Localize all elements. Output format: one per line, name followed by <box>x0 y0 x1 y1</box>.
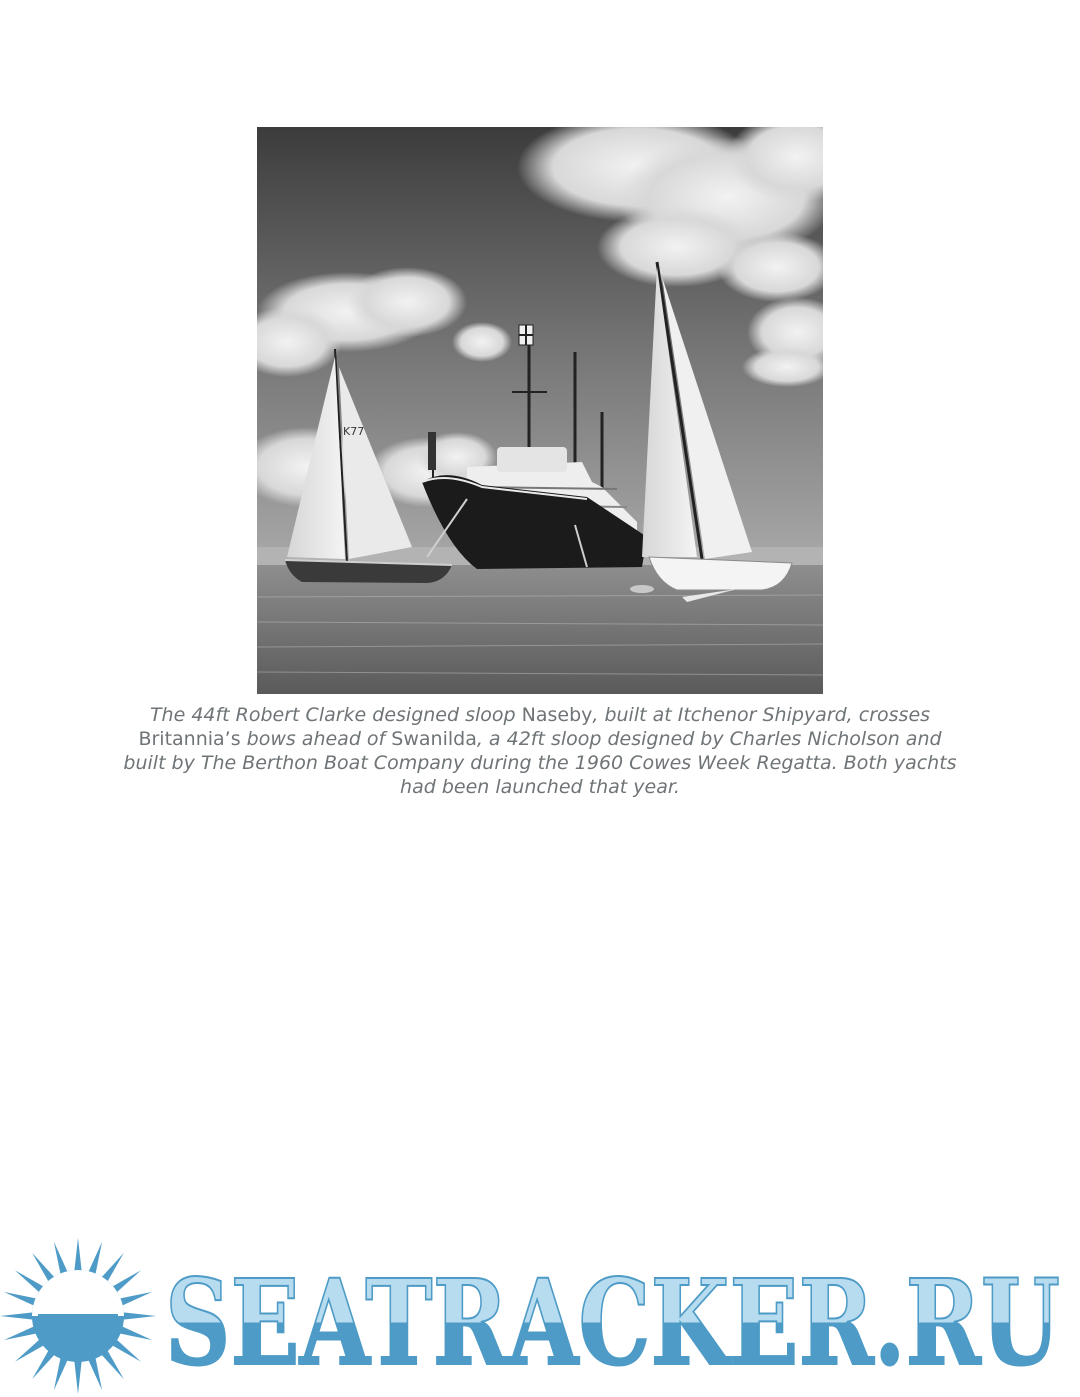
sun-ray <box>88 1357 102 1391</box>
sun-icon <box>0 1238 156 1394</box>
sun-ray <box>0 1312 34 1320</box>
sun-ray <box>122 1312 156 1320</box>
sun-ray <box>54 1242 68 1276</box>
sun-ray <box>4 1292 38 1306</box>
caption-text: bows ahead of <box>240 728 392 750</box>
sail-number: K77 <box>343 425 365 438</box>
sun-ray <box>54 1357 68 1391</box>
caption-yacht-name: Swanilda <box>391 728 477 750</box>
sun-ray <box>74 1238 82 1272</box>
caption-yacht-name: Naseby <box>521 704 593 726</box>
caption-text: , a 42ft sloop designed by Charles Nicholson and built by The Berthon Boat Company during the 1960 Cowes Week Regatta. Both yachts had been launched that year. <box>123 728 957 798</box>
sun-ray <box>119 1326 153 1340</box>
sun-ray <box>88 1242 102 1276</box>
sun-ray <box>74 1360 82 1394</box>
caption-yacht-name: Britannia’s <box>138 728 241 750</box>
sun-ray <box>4 1326 38 1340</box>
caption-text: , built at Itchenor Shipyard, crosses <box>592 704 931 726</box>
caption-text: The 44ft Robert Clarke designed sloop <box>149 704 522 726</box>
seatracker-watermark <box>0 1236 1080 1397</box>
watermark-text: SEATRACKER.RU <box>165 1253 1060 1392</box>
sun-ray <box>119 1292 153 1306</box>
yacht-photograph <box>257 127 823 694</box>
photo-caption <box>120 703 960 799</box>
